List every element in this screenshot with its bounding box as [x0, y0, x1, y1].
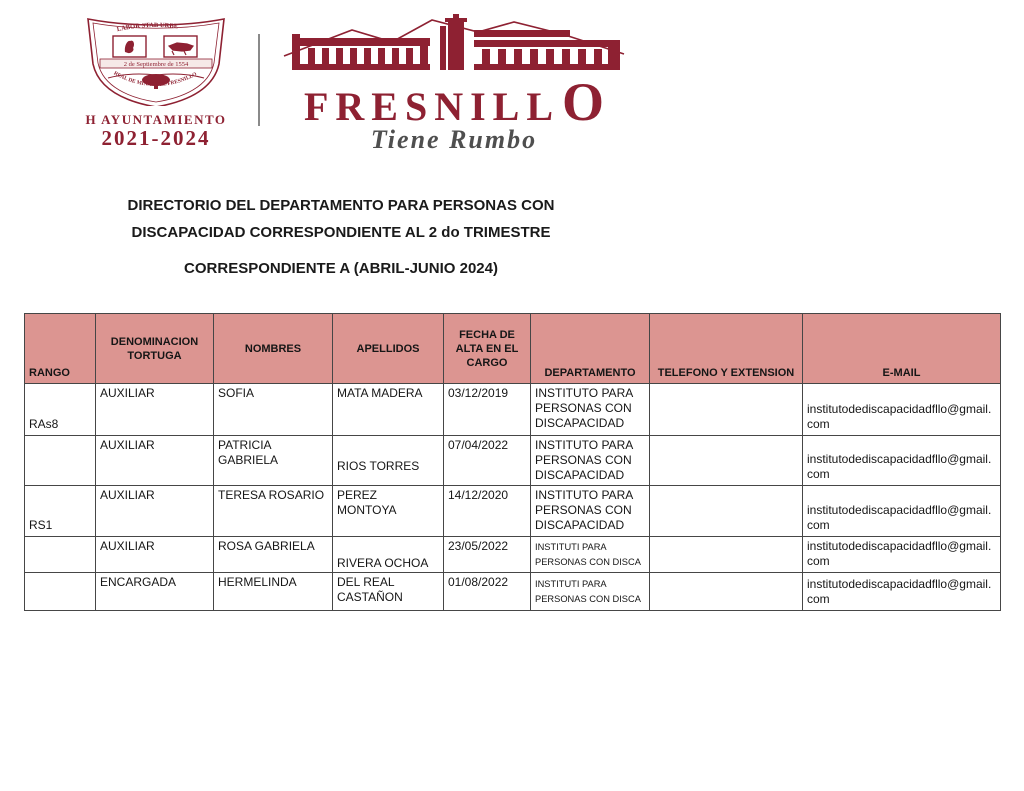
cell-apellidos: PEREZ MONTOYA — [333, 486, 444, 537]
cell-apellidos: RIOS TORRES — [333, 436, 444, 486]
cell-denominacion: ENCARGADA — [96, 573, 214, 611]
fresnillo-tagline: Tiene Rumbo — [370, 125, 538, 154]
cell-nombres — [214, 436, 333, 486]
col-header-departamento: DEPARTAMENTO — [531, 314, 650, 384]
cell-email: institutodediscapacidadfllo@gmail.com — [803, 436, 1001, 486]
crest-period-label: 2021-2024 — [101, 126, 211, 150]
col-header-nombres: NOMBRES — [214, 314, 333, 384]
table-row — [25, 436, 1001, 486]
cell-nombres: HERMELINDA — [214, 573, 333, 611]
cell-departamento: INSTITUTO PARA PERSONAS CON DISCAPACIDAD — [531, 486, 650, 537]
cell-nombres-text: PATRICIA GABRIELA — [218, 438, 279, 467]
cell-denominacion: AUXILIAR — [96, 486, 214, 537]
cell-apellidos — [333, 573, 444, 611]
col-header-email: E-MAIL — [803, 314, 1001, 384]
cell-nombres: TERESA ROSARIO — [214, 486, 333, 537]
cell-telefono — [650, 486, 803, 537]
col-header-telefono: TELEFONO Y EXTENSION — [650, 314, 803, 384]
cell-telefono — [650, 573, 803, 611]
cell-denominacion: AUXILIAR — [96, 537, 214, 573]
cell-denominacion: AUXILIAR — [96, 436, 214, 486]
cell-rango — [25, 573, 96, 611]
crest-arc-bottom-text: REAL DE MINAS DEL FRESNILLO — [112, 70, 198, 89]
cell-fecha: 23/05/2022 — [444, 537, 531, 573]
cell-departamento: INSTITUTO PARA PERSONAS CON DISCAPACIDAD — [531, 436, 650, 486]
document-title — [118, 192, 564, 282]
col-header-rango: RANGO — [25, 314, 96, 384]
col-header-apellidos: APELLIDOS — [333, 314, 444, 384]
cell-apellidos: RIVERA OCHOA — [333, 537, 444, 573]
cell-rango: RAs8 — [25, 384, 96, 436]
fresnillo-skyline-icon — [282, 14, 626, 72]
crest-band-text: 2 de Septiembre de 1554 — [123, 61, 189, 68]
cell-rango — [25, 537, 96, 573]
cell-email: institutodediscapacidadfllo@gmail.com — [803, 573, 1001, 611]
municipal-crest — [78, 12, 234, 148]
cell-fecha: 03/12/2019 — [444, 384, 531, 436]
cell-rango: RS1 — [25, 486, 96, 537]
crest-ayuntamiento-label: H AYUNTAMIENTO — [85, 112, 227, 127]
title-line-3: CORRESPONDIENTE A (ABRIL-JUNIO 2024) — [184, 260, 498, 277]
cell-fecha: 01/08/2022 — [444, 573, 531, 611]
cell-telefono — [650, 384, 803, 436]
table-header-row — [25, 314, 1001, 384]
cell-departamento: INSTITUTI PARA PERSONAS CON DISCA — [531, 537, 650, 573]
fresnillo-logo — [278, 14, 630, 155]
table-row — [25, 537, 1001, 573]
crest-shield-icon — [80, 12, 232, 106]
cell-email: institutodediscapacidadfllo@gmail.com — [803, 486, 1001, 537]
cell-departamento: INSTITUTO PARA PERSONAS CON DISCAPACIDAD — [531, 384, 650, 436]
cell-denominacion: AUXILIAR — [96, 384, 214, 436]
cell-apellidos-text: DEL REAL CASTAÑON — [337, 575, 403, 604]
cell-fecha: 14/12/2020 — [444, 486, 531, 537]
cell-rango — [25, 436, 96, 486]
table-row — [25, 384, 1001, 436]
cell-telefono — [650, 537, 803, 573]
table-row — [25, 486, 1001, 537]
title-line-1: DIRECTORIO DEL DEPARTAMENTO PARA PERSONAS CON — [127, 197, 555, 214]
cell-nombres: SOFIA — [214, 384, 333, 436]
col-header-fecha: FECHA DE ALTA EN EL CARGO — [444, 314, 531, 384]
cell-nombres: ROSA GABRIELA — [214, 537, 333, 573]
col-header-denominacion: DENOMINACION TORTUGA — [96, 314, 214, 384]
title-line-2: DISCAPACIDAD CORRESPONDIENTE AL 2 do TRIMESTRE — [131, 224, 551, 241]
logo-divider — [258, 34, 260, 126]
fresnillo-wordmark-o: O — [562, 72, 605, 132]
crest-arc-top-text: LABOR STAB URBE — [116, 21, 179, 34]
cell-email: institutodediscapacidadfllo@gmail.com — [803, 537, 1001, 573]
fresnillo-wordmark-main: FRESNILL — [303, 84, 561, 129]
table-row — [25, 573, 1001, 611]
directory-table — [24, 313, 1001, 611]
cell-fecha: 07/04/2022 — [444, 436, 531, 486]
cell-telefono — [650, 436, 803, 486]
cell-email: institutodediscapacidadfllo@gmail.com — [803, 384, 1001, 436]
fresnillo-wordmark — [278, 71, 630, 133]
cell-departamento: INSTITUTI PARA PERSONAS CON DISCA — [531, 573, 650, 611]
cell-apellidos: MATA MADERA — [333, 384, 444, 436]
